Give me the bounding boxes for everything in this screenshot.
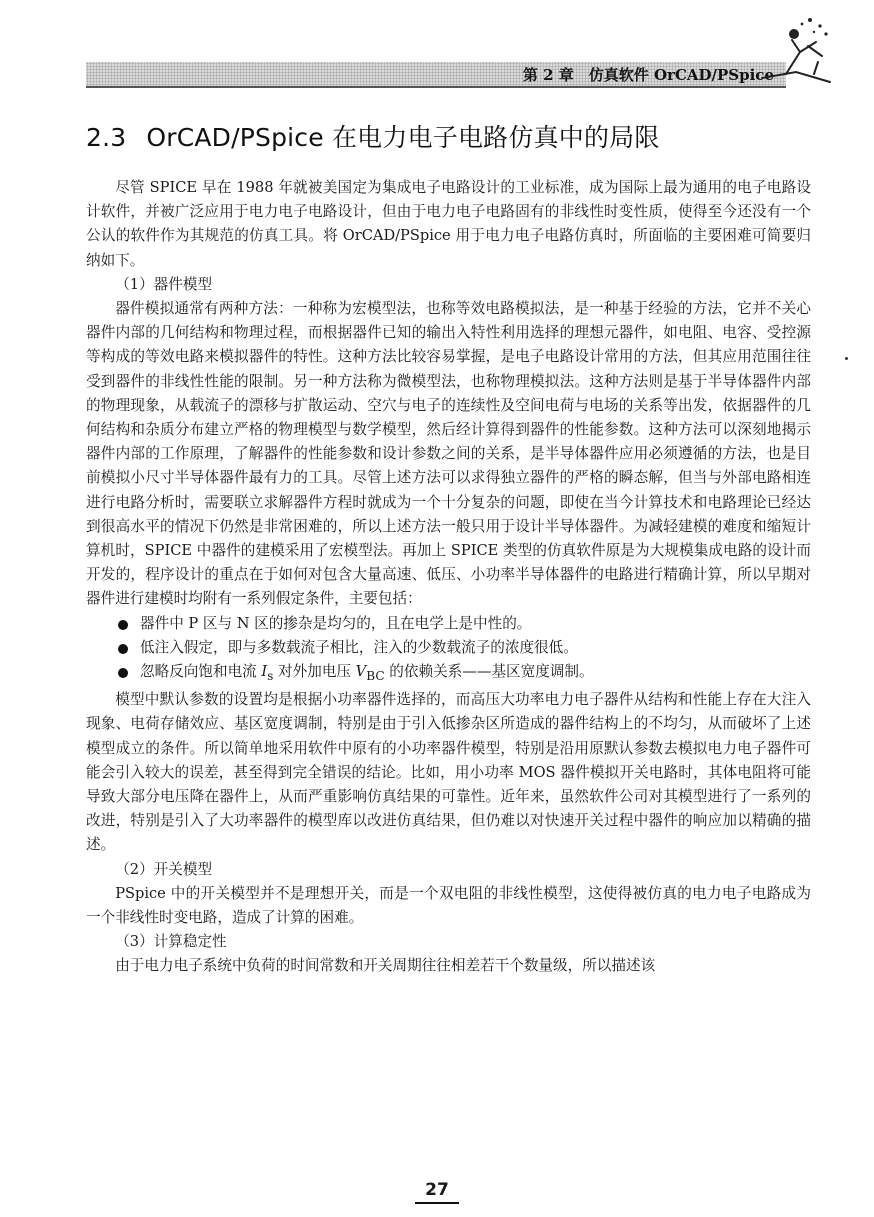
paragraph: PSpice 中的开关模型并不是理想开关，而是一个双电阻的非线性模型，这使得被仿真的电力电子电路成为一个非线性时变电路，造成了计算的困难。 <box>86 884 811 926</box>
paragraph: 由于电力电子系统中负荷的时间常数和开关周期往往相差若干个数量级，所以描述该 <box>115 957 656 975</box>
chapter-header-title: 第 2 章 仿真软件 OrCAD/PSpice <box>522 66 774 84</box>
list-item: 器件中 P 区与 N 区的掺杂是均匀的，且在电学上是中性的。 <box>86 612 811 636</box>
margin-mark <box>845 357 848 360</box>
section-number: 2.3 <box>86 123 127 152</box>
assumption-list <box>86 612 811 689</box>
list-item: 低注入假定，即与多数载流子相比，注入的少数载流子的浓度很低。 <box>86 636 811 660</box>
subsection-heading-switch-model: （2）开关模型 <box>115 860 213 878</box>
section-title <box>86 118 660 154</box>
body-text <box>86 176 811 979</box>
page-number: 27 <box>0 1180 874 1200</box>
paragraph: 器件模拟通常有两种方法：一种称为宏模型法，也称等效电路模拟法，是一种基于经验的方法，它并不关心器件内部的几何结构和物理过程，而根据器件已知的输出入特性利用选择的理想元器件，如电阻、电容、受控源等构成的等效电路来模拟器件的特性。这种方法比较容易掌握，是电子电路设计常用的方法，但其应用范围往往受到器件的非线性性能的限制。另一种方法称为微模型法，也称物理模拟法。这种方法则是基于半导体器件内部的物理现象，从载流子的漂移与扩散运动、空穴与电子的连续性及空间电荷与电场的关系等出发，依据器件的几何结构和杂质分布建立严格的物理模型与数学模型，然后经计算得到器件的性能参数。这种方法可以深刻地揭示器件内部的工作原理，了解器件的性能参数和设计参数之间的关系，是半导体器件应用必须遵循的方法，也是目前模拟小尺寸半导体器件最有力的工具。尽管上述方法可以求得独立器件的严格的瞬态解，但当与外部电路相连进行电路分析时，需要联立求解器件方程时就成为一个十分复杂的问题，即使在当今计算技术和电路理论已经达到很高水平的情况下仍然是非常困难的，所以上述方法一般只用于设计半导体器件。为减轻建模的难度和缩短计算机时，SPICE 中器件的建模采用了宏模型法。再加上 SPICE 类型的仿真软件原是为大规模集成电路的设计而开发的，程序设计的重点在于如何对包含大量高速、低压、小功率半导体器件的电路进行精确计算，所以早期对器件进行建模时均附有一系列假定条件，主要包括： <box>86 300 811 608</box>
bullet-icon <box>118 668 128 678</box>
running-figure-icon <box>756 12 836 90</box>
paragraph: 模型中默认参数的设置均是根据小功率器件选择的，而高压大功率电力电子器件从结构和性能上存在大注入现象、电荷存储效应、基区宽度调制，特别是由于引入低掺杂区所造成的器件结构上的不均匀，从而破坏了上述模型成立的条件。所以简单地采用软件中原有的小功率器件模型，特别是沿用原默认参数去模拟电力电子器件可能会引入较大的误差，甚至得到完全错误的结论。比如，用小功率 MOS 器件模拟开关电路时，其体电阻将可能导致大部分电压降在器件上，从而严重影响仿真结果的可靠性。近年来，虽然软件公司对其模型进行了一系列的改进，特别是引入了大功率器件的模型库以改进仿真结果，但仍难以对快速开关过程中器件的响应加以精确的描述。 <box>86 691 811 854</box>
section-title-text: OrCAD/PSpice 在电力电子电路仿真中的局限 <box>146 123 660 152</box>
subsection-heading-stability: （3）计算稳定性 <box>115 933 227 951</box>
paragraph: 尽管 SPICE 早在 1988 年就被美国定为集成电子电路设计的工业标准，成为国际上最为通用的电子电路设计软件，并被广泛应用于电力电子电路设计，但由于电力电子电路固有的非线性时变性质，使得至今还没有一个公认的软件作为其规范的仿真工具。将 OrCAD/PSpice 用于电力电子电路仿真时，所面临的主要困难可简要归纳如下。 <box>86 179 811 269</box>
bullet-icon <box>118 644 128 654</box>
bullet-icon <box>118 620 128 630</box>
list-item: 忽略反向饱和电流 $I_s$ 对外加电压 $V_{BC}$ 的依赖关系——基区宽度调制。 <box>86 660 811 688</box>
subsection-heading-device-model: （1）器件模型 <box>115 275 213 293</box>
